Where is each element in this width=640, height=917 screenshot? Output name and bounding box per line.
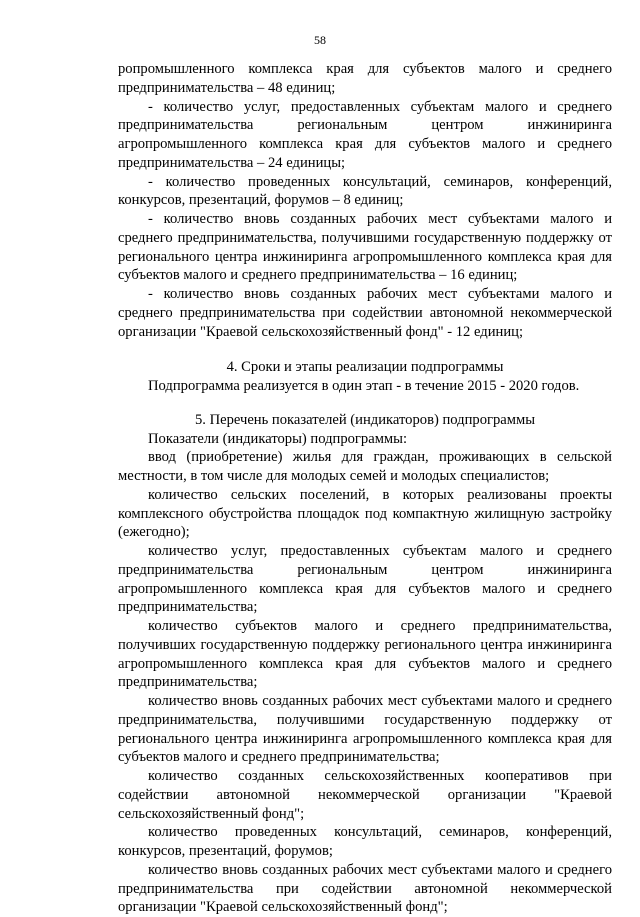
list-item: - количество вновь созданных рабочих мест субъектами малого и среднего предпринимательства, получившими государственную поддержку от регионального центра инжиниринга агропромышленного комплекса края для субъектов малого и среднего предпринимательства – 16 единиц;	[118, 211, 612, 284]
indicator-item: количество созданных сельскохозяйственных кооперативов при содействии автономной некоммерческой организации "Краевой сельскохозяйственный фонд";	[118, 768, 612, 822]
indicator-item: ввод (приобретение) жилья для граждан, проживающих в сельской местности, в том числе для молодых семей и молодых специалистов;	[118, 449, 612, 484]
page-number: 58	[314, 33, 326, 47]
indicator-item: количество вновь созданных рабочих мест субъектами малого и среднего предпринимательства при содействии автономной некоммерческой организации "Краевой сельскохозяйственный фонд";	[118, 861, 612, 916]
list-item: - количество проведенных консультаций, семинаров, конференций, конкурсов, презентаций, форумов – 8 единиц;	[118, 173, 612, 209]
section-4-heading: 4. Сроки и этапы реализации подпрограммы	[226, 359, 504, 376]
indicator-item: количество субъектов малого и среднего предпринимательства, получивших государственную поддержку регионального центра инжиниринга агропромышленного комплекса края для субъектов малого и среднего предпринимательства;	[118, 618, 612, 691]
list-item: - количество услуг, предоставленных субъектам малого и среднего предпринимательства региональным центром инжиниринга агропромышленного комплекса края для субъектов малого и среднего предпринимательства – 24 единицы;	[118, 98, 612, 171]
list-item: - количество вновь созданных рабочих мест субъектами малого и среднего предпринимательства при содействии автономной некоммерческой организации "Краевой сельскохозяйственный фонд" - 12 единиц;	[118, 286, 612, 340]
indicator-item: количество вновь созданных рабочих мест субъектами малого и среднего предпринимательства, получившими государственную поддержку от регионального центра инжиниринга агропромышленного комплекса края для субъектов малого и среднего предпринимательства;	[118, 693, 612, 766]
section-4-text: Подпрограмма реализуется в один этап - в течение 2015 - 2020 годов.	[148, 378, 580, 394]
document-body	[118, 60, 612, 917]
paragraph-continuation: ропромышленного комплекса края для субъектов малого и среднего предпринимательства – 48 единиц;	[118, 61, 612, 96]
section-5-heading: 5. Перечень показателей (индикаторов) подпрограммы	[194, 411, 536, 428]
indicator-item: количество сельских поселений, в которых реализованы проекты комплексного обустройства площадок под компактную жилищную застройку (ежегодно);	[118, 486, 612, 541]
section-5-intro: Показатели (индикаторы) подпрограммы:	[148, 430, 408, 447]
indicator-item: количество проведенных консультаций, семинаров, конференций, конкурсов, презентаций, форумов;	[118, 824, 612, 859]
indicator-item: количество услуг, предоставленных субъектам малого и среднего предпринимательства региональным центром инжиниринга агропромышленного комплекса края для субъектов малого и среднего предпринимательства;	[118, 543, 612, 616]
